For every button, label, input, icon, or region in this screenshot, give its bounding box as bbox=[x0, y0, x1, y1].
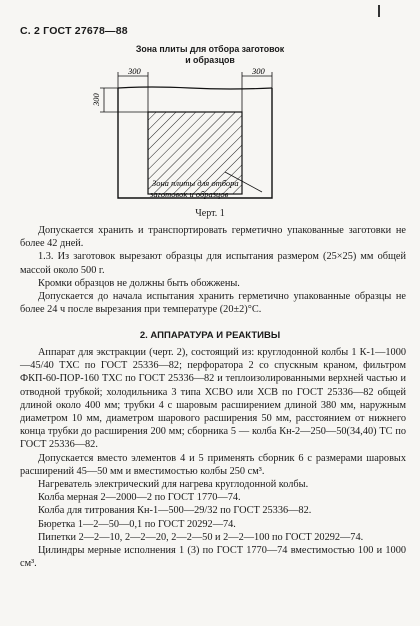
paragraph: Нагреватель электрический для нагрева круглодонной колбы. bbox=[38, 479, 309, 491]
top-text-block bbox=[20, 224, 406, 316]
plate-zone-drawing bbox=[0, 60, 420, 210]
bottom-text-block bbox=[20, 346, 406, 570]
plate-top-edge bbox=[118, 87, 272, 89]
section-title: 2. АППАРАТУРА И РЕАКТИВЫ bbox=[139, 330, 281, 341]
paragraph: Допускается вместо элементов 4 и 5 применять сборник 6 с размерами шаровых расширений 45—50 мм и вместимостью колбы 250 см³. bbox=[20, 452, 406, 477]
dim-top-left: 300 bbox=[128, 66, 141, 76]
dim-top-right: 300 bbox=[252, 66, 265, 76]
paragraph: Кромки образцов не должны быть обожжены. bbox=[38, 277, 240, 289]
paragraph: Аппарат для экстракции (черт. 2), состоящий из: круглодонной колбы 1 К-1—1000—45/40 ТХС по ГОСТ 25336—82; перфоратора 2 со спускным краном, фильтром ФКП-60-ПОР-160 ТХС по ГОСТ 25336—82 и теплоизолированными верхней частью и отводной трубкой; холодильника 3 типа ХСВО или ХСВ по ГОСТ 25336—82 общей длиной около 400 мм; трубки 4 с шаровым расширением длиной 380 мм, наружным диаметром 10 мм, диаметром шарового расширения 50 мм, расстоянием от нижнего конца трубки до расширения 200 мм; сборника 5 — колба Кн-2—250—50(34,40) ТС по ГОСТ 25336—82. bbox=[20, 347, 406, 451]
paragraph: 1.3. Из заготовок вырезают образцы для испытания размером (25×25) мм общей массой около 500 г. bbox=[20, 251, 406, 276]
paragraph: Колба для титрования Кн-1—500—29/32 по ГОСТ 25336—82. bbox=[38, 505, 312, 517]
figure-caption-line2: и образцов bbox=[185, 55, 235, 65]
paragraph: Цилиндры мерные исполнения 1 (3) по ГОСТ 1770—74 вместимостью 100 и 1000 см³. bbox=[20, 545, 406, 570]
zone-label-line1: Зона плиты для отбора bbox=[152, 178, 239, 188]
dim-side: 300 bbox=[91, 93, 101, 106]
paragraph: Бюретка 1—2—50—0,1 по ГОСТ 20292—74. bbox=[38, 518, 236, 530]
zone-label-line2: заготовок и образцов bbox=[150, 189, 229, 199]
figure-number: Черт. 1 bbox=[195, 208, 225, 219]
paragraph: Колба мерная 2—2000—2 по ГОСТ 1770—74. bbox=[38, 492, 241, 504]
paragraph: Пипетки 2—2—10, 2—2—20, 2—2—50 и 2—2—100 по ГОСТ 20292—74. bbox=[38, 531, 364, 543]
corner-mark bbox=[378, 5, 380, 17]
paragraph: Допускается до начала испытания хранить герметично упакованные образцы не более 24 ч после вырезания при температуре (20±2)°С. bbox=[20, 291, 406, 316]
paragraph: Допускается хранить и транспортировать герметично упакованные заготовки не более 42 дней. bbox=[20, 225, 406, 250]
page-header: С. 2 ГОСТ 27678—88 bbox=[20, 25, 128, 37]
figure-caption-line1: Зона плиты для отбора заготовок bbox=[135, 44, 285, 54]
